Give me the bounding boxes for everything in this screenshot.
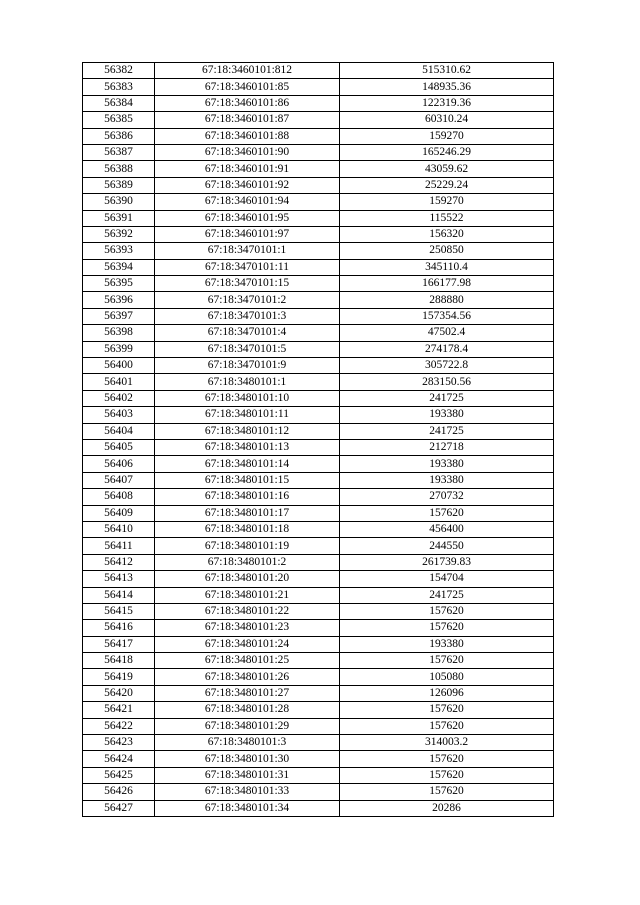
table-row — [83, 407, 554, 423]
cadastral-number-cell: 67:18:3470101:3 — [155, 308, 340, 324]
row-number-cell: 56426 — [83, 784, 155, 800]
value-cell: 250850 — [340, 243, 554, 259]
cadastral-number-cell: 67:18:3480101:20 — [155, 571, 340, 587]
value-cell: 157620 — [340, 653, 554, 669]
table-row — [83, 685, 554, 701]
row-number-cell: 56414 — [83, 587, 155, 603]
cadastral-number-cell: 67:18:3480101:19 — [155, 538, 340, 554]
table-row — [83, 325, 554, 341]
table-row — [83, 587, 554, 603]
row-number-cell: 56388 — [83, 161, 155, 177]
cadastral-number-cell: 67:18:3480101:17 — [155, 505, 340, 521]
table-row — [83, 292, 554, 308]
value-cell: 241725 — [340, 390, 554, 406]
table-row — [83, 63, 554, 79]
cadastral-number-cell: 67:18:3470101:15 — [155, 276, 340, 292]
table-row — [83, 276, 554, 292]
cadastral-number-cell: 67:18:3470101:5 — [155, 341, 340, 357]
value-cell: 345110.4 — [340, 259, 554, 275]
row-number-cell: 56418 — [83, 653, 155, 669]
table-row — [83, 308, 554, 324]
table-row — [83, 521, 554, 537]
table-row — [83, 571, 554, 587]
row-number-cell: 56393 — [83, 243, 155, 259]
value-cell: 157620 — [340, 702, 554, 718]
cadastral-number-cell: 67:18:3480101:2 — [155, 554, 340, 570]
row-number-cell: 56399 — [83, 341, 155, 357]
row-number-cell: 56398 — [83, 325, 155, 341]
row-number-cell: 56425 — [83, 767, 155, 783]
cadastral-number-cell: 67:18:3480101:34 — [155, 800, 340, 816]
row-number-cell: 56409 — [83, 505, 155, 521]
cadastral-number-cell: 67:18:3480101:30 — [155, 751, 340, 767]
value-cell: 157620 — [340, 751, 554, 767]
table-row — [83, 456, 554, 472]
table-row — [83, 751, 554, 767]
cadastral-number-cell: 67:18:3460101:95 — [155, 210, 340, 226]
table-row — [83, 128, 554, 144]
value-cell: 157620 — [340, 603, 554, 619]
row-number-cell: 56419 — [83, 669, 155, 685]
row-number-cell: 56420 — [83, 685, 155, 701]
row-number-cell: 56413 — [83, 571, 155, 587]
value-cell: 244550 — [340, 538, 554, 554]
cadastral-number-cell: 67:18:3470101:11 — [155, 259, 340, 275]
value-cell: 193380 — [340, 407, 554, 423]
row-number-cell: 56423 — [83, 735, 155, 751]
row-number-cell: 56401 — [83, 374, 155, 390]
value-cell: 154704 — [340, 571, 554, 587]
value-cell: 20286 — [340, 800, 554, 816]
cadastral-number-cell: 67:18:3480101:10 — [155, 390, 340, 406]
row-number-cell: 56382 — [83, 63, 155, 79]
value-cell: 305722.8 — [340, 358, 554, 374]
value-cell: 25229.24 — [340, 177, 554, 193]
value-cell: 115522 — [340, 210, 554, 226]
value-cell: 47502.4 — [340, 325, 554, 341]
row-number-cell: 56402 — [83, 390, 155, 406]
table-row — [83, 390, 554, 406]
value-cell: 159270 — [340, 128, 554, 144]
table-row — [83, 554, 554, 570]
table-row — [83, 259, 554, 275]
cadastral-number-cell: 67:18:3480101:21 — [155, 587, 340, 603]
table-row — [83, 79, 554, 95]
value-cell: 193380 — [340, 456, 554, 472]
table-row — [83, 194, 554, 210]
value-cell: 157354.56 — [340, 308, 554, 324]
row-number-cell: 56412 — [83, 554, 155, 570]
table-row — [83, 784, 554, 800]
cadastral-number-cell: 67:18:3460101:812 — [155, 63, 340, 79]
value-cell: 283150.56 — [340, 374, 554, 390]
table-row — [83, 226, 554, 242]
row-number-cell: 56421 — [83, 702, 155, 718]
table-row — [83, 472, 554, 488]
value-cell: 241725 — [340, 587, 554, 603]
cadastral-number-cell: 67:18:3480101:24 — [155, 636, 340, 652]
cadastral-number-cell: 67:18:3480101:23 — [155, 620, 340, 636]
row-number-cell: 56395 — [83, 276, 155, 292]
value-cell: 241725 — [340, 423, 554, 439]
cadastral-number-cell: 67:18:3470101:1 — [155, 243, 340, 259]
table-row — [83, 177, 554, 193]
table-row — [83, 702, 554, 718]
value-cell: 288880 — [340, 292, 554, 308]
table-row — [83, 374, 554, 390]
table-row — [83, 210, 554, 226]
row-number-cell: 56405 — [83, 439, 155, 455]
cadastral-number-cell: 67:18:3480101:27 — [155, 685, 340, 701]
value-cell: 270732 — [340, 489, 554, 505]
cadastral-number-cell: 67:18:3470101:2 — [155, 292, 340, 308]
row-number-cell: 56406 — [83, 456, 155, 472]
value-cell: 515310.62 — [340, 63, 554, 79]
table-row — [83, 669, 554, 685]
row-number-cell: 56392 — [83, 226, 155, 242]
cadastral-number-cell: 67:18:3480101:18 — [155, 521, 340, 537]
value-cell: 157620 — [340, 784, 554, 800]
value-cell: 274178.4 — [340, 341, 554, 357]
table-row — [83, 112, 554, 128]
value-cell: 157620 — [340, 505, 554, 521]
row-number-cell: 56417 — [83, 636, 155, 652]
row-number-cell: 56415 — [83, 603, 155, 619]
row-number-cell: 56390 — [83, 194, 155, 210]
table-row — [83, 161, 554, 177]
cadastral-number-cell: 67:18:3470101:9 — [155, 358, 340, 374]
table-row — [83, 243, 554, 259]
table-row — [83, 95, 554, 111]
cadastral-number-cell: 67:18:3480101:28 — [155, 702, 340, 718]
cadastral-number-cell: 67:18:3460101:94 — [155, 194, 340, 210]
cadastral-value-table — [82, 62, 554, 817]
row-number-cell: 56391 — [83, 210, 155, 226]
cadastral-number-cell: 67:18:3480101:11 — [155, 407, 340, 423]
value-cell: 456400 — [340, 521, 554, 537]
table-row — [83, 800, 554, 816]
row-number-cell: 56427 — [83, 800, 155, 816]
row-number-cell: 56411 — [83, 538, 155, 554]
table-row — [83, 423, 554, 439]
cadastral-number-cell: 67:18:3480101:22 — [155, 603, 340, 619]
cadastral-number-cell: 67:18:3460101:91 — [155, 161, 340, 177]
value-cell: 193380 — [340, 472, 554, 488]
cadastral-number-cell: 67:18:3460101:85 — [155, 79, 340, 95]
row-number-cell: 56394 — [83, 259, 155, 275]
value-cell: 166177.98 — [340, 276, 554, 292]
row-number-cell: 56408 — [83, 489, 155, 505]
cadastral-number-cell: 67:18:3480101:14 — [155, 456, 340, 472]
table-row — [83, 767, 554, 783]
table-row — [83, 358, 554, 374]
table-row — [83, 620, 554, 636]
row-number-cell: 56389 — [83, 177, 155, 193]
cadastral-number-cell: 67:18:3460101:88 — [155, 128, 340, 144]
cadastral-number-cell: 67:18:3460101:92 — [155, 177, 340, 193]
row-number-cell: 56404 — [83, 423, 155, 439]
cadastral-number-cell: 67:18:3480101:31 — [155, 767, 340, 783]
value-cell: 159270 — [340, 194, 554, 210]
row-number-cell: 56422 — [83, 718, 155, 734]
row-number-cell: 56397 — [83, 308, 155, 324]
cadastral-number-cell: 67:18:3480101:12 — [155, 423, 340, 439]
value-cell: 122319.36 — [340, 95, 554, 111]
row-number-cell: 56383 — [83, 79, 155, 95]
value-cell: 157620 — [340, 767, 554, 783]
row-number-cell: 56385 — [83, 112, 155, 128]
table-row — [83, 489, 554, 505]
row-number-cell: 56424 — [83, 751, 155, 767]
cadastral-number-cell: 67:18:3460101:86 — [155, 95, 340, 111]
table-row — [83, 538, 554, 554]
cadastral-number-cell: 67:18:3460101:90 — [155, 144, 340, 160]
row-number-cell: 56407 — [83, 472, 155, 488]
cadastral-number-cell: 67:18:3480101:15 — [155, 472, 340, 488]
cadastral-number-cell: 67:18:3480101:1 — [155, 374, 340, 390]
cadastral-number-cell: 67:18:3470101:4 — [155, 325, 340, 341]
value-cell: 261739.83 — [340, 554, 554, 570]
table-row — [83, 505, 554, 521]
table-row — [83, 341, 554, 357]
table-row — [83, 144, 554, 160]
table-row — [83, 439, 554, 455]
cadastral-number-cell: 67:18:3480101:3 — [155, 735, 340, 751]
row-number-cell: 56387 — [83, 144, 155, 160]
value-cell: 212718 — [340, 439, 554, 455]
table-row — [83, 603, 554, 619]
cadastral-number-cell: 67:18:3480101:13 — [155, 439, 340, 455]
value-cell: 60310.24 — [340, 112, 554, 128]
table-row — [83, 718, 554, 734]
value-cell: 43059.62 — [340, 161, 554, 177]
value-cell: 157620 — [340, 718, 554, 734]
value-cell: 193380 — [340, 636, 554, 652]
row-number-cell: 56400 — [83, 358, 155, 374]
row-number-cell: 56386 — [83, 128, 155, 144]
row-number-cell: 56396 — [83, 292, 155, 308]
value-cell: 105080 — [340, 669, 554, 685]
value-cell: 126096 — [340, 685, 554, 701]
cadastral-number-cell: 67:18:3480101:29 — [155, 718, 340, 734]
value-cell: 156320 — [340, 226, 554, 242]
cadastral-number-cell: 67:18:3460101:87 — [155, 112, 340, 128]
table-row — [83, 735, 554, 751]
cadastral-number-cell: 67:18:3480101:25 — [155, 653, 340, 669]
row-number-cell: 56416 — [83, 620, 155, 636]
cadastral-number-cell: 67:18:3480101:33 — [155, 784, 340, 800]
value-cell: 165246.29 — [340, 144, 554, 160]
value-cell: 148935.36 — [340, 79, 554, 95]
table-row — [83, 653, 554, 669]
table-body — [83, 63, 554, 817]
row-number-cell: 56403 — [83, 407, 155, 423]
cadastral-number-cell: 67:18:3460101:97 — [155, 226, 340, 242]
row-number-cell: 56384 — [83, 95, 155, 111]
table-row — [83, 636, 554, 652]
cadastral-number-cell: 67:18:3480101:16 — [155, 489, 340, 505]
row-number-cell: 56410 — [83, 521, 155, 537]
value-cell: 314003.2 — [340, 735, 554, 751]
value-cell: 157620 — [340, 620, 554, 636]
cadastral-number-cell: 67:18:3480101:26 — [155, 669, 340, 685]
